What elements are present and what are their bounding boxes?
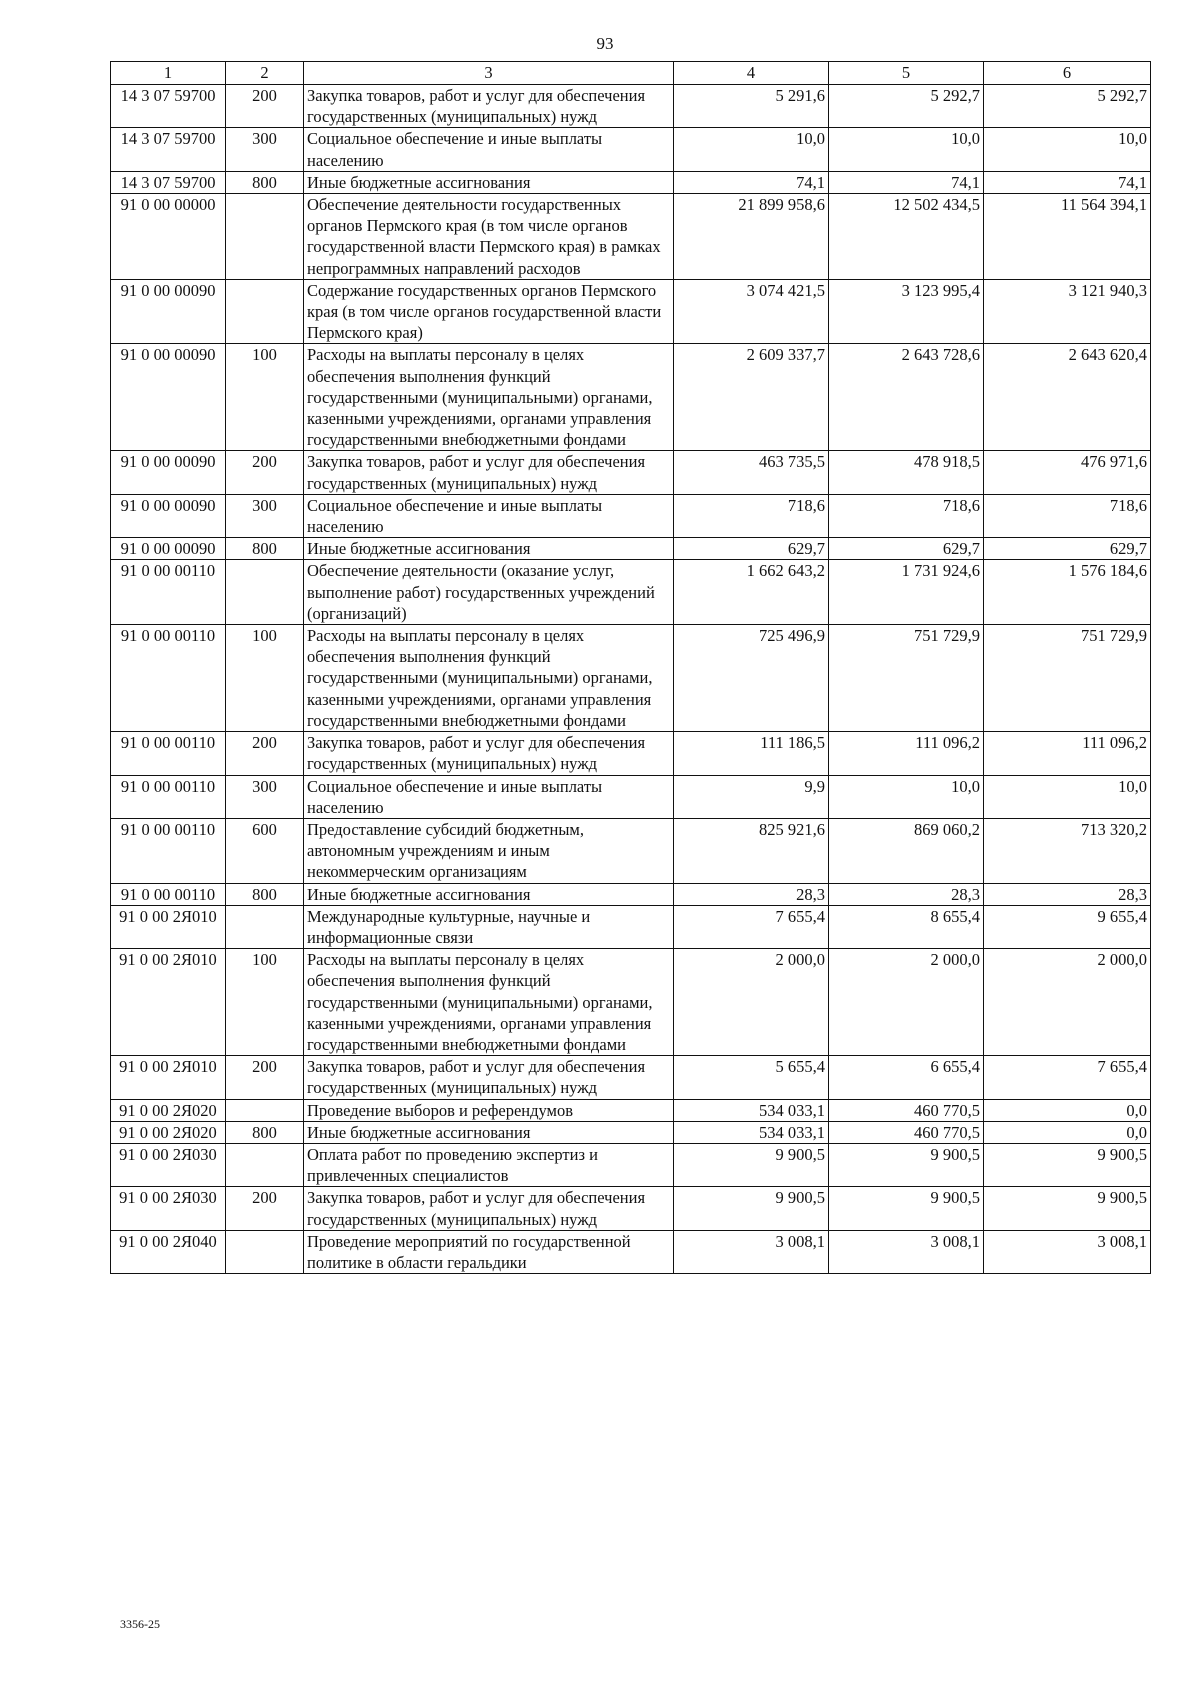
amount-col-5-cell: 460 770,5 (829, 1121, 984, 1143)
expense-type-cell (226, 1143, 304, 1186)
amount-col-4-cell: 629,7 (674, 538, 829, 560)
item-name-cell: Обеспечение деятельности (оказание услуг, выполнение работ) государственных учреждений (организаций) (304, 560, 674, 625)
expense-type-cell: 100 (226, 625, 304, 732)
classification-code-cell: 91 0 00 2Я020 (111, 1121, 226, 1143)
item-name-cell: Иные бюджетные ассигнования (304, 171, 674, 193)
amount-col-5-cell: 9 900,5 (829, 1187, 984, 1230)
amount-col-5-cell: 74,1 (829, 171, 984, 193)
classification-code-cell: 91 0 00 2Я030 (111, 1143, 226, 1186)
amount-col-4-cell: 74,1 (674, 171, 829, 193)
amount-col-5-cell: 6 655,4 (829, 1056, 984, 1099)
classification-code-cell: 91 0 00 2Я030 (111, 1187, 226, 1230)
expense-type-cell: 800 (226, 1121, 304, 1143)
expense-type-cell: 200 (226, 451, 304, 494)
amount-col-6-cell: 28,3 (984, 883, 1151, 905)
table-row (111, 775, 1151, 818)
amount-col-5-cell: 8 655,4 (829, 905, 984, 948)
table-row (111, 171, 1151, 193)
amount-col-6-cell: 713 320,2 (984, 818, 1151, 883)
classification-code-cell: 14 3 07 59700 (111, 128, 226, 171)
amount-col-6-cell: 9 900,5 (984, 1143, 1151, 1186)
header-col-6: 6 (984, 62, 1151, 85)
header-col-1: 1 (111, 62, 226, 85)
amount-col-5-cell: 10,0 (829, 128, 984, 171)
table-row (111, 905, 1151, 948)
item-name-cell: Иные бюджетные ассигнования (304, 1121, 674, 1143)
header-col-5: 5 (829, 62, 984, 85)
expense-type-cell: 200 (226, 1187, 304, 1230)
expense-type-cell: 800 (226, 538, 304, 560)
amount-col-4-cell: 21 899 958,6 (674, 194, 829, 280)
classification-code-cell: 91 0 00 00110 (111, 732, 226, 775)
item-name-cell: Проведение мероприятий по государственной политике в области геральдики (304, 1230, 674, 1273)
table-row (111, 538, 1151, 560)
amount-col-4-cell: 9 900,5 (674, 1143, 829, 1186)
amount-col-6-cell: 9 655,4 (984, 905, 1151, 948)
amount-col-5-cell: 10,0 (829, 775, 984, 818)
amount-col-6-cell: 2 643 620,4 (984, 344, 1151, 451)
table-row (111, 279, 1151, 344)
table-row (111, 194, 1151, 280)
amount-col-6-cell: 10,0 (984, 775, 1151, 818)
amount-col-6-cell: 3 008,1 (984, 1230, 1151, 1273)
budget-table (110, 61, 1151, 1274)
expense-type-cell: 100 (226, 949, 304, 1056)
amount-col-6-cell: 718,6 (984, 494, 1151, 537)
table-row (111, 949, 1151, 1056)
classification-code-cell: 91 0 00 00090 (111, 494, 226, 537)
classification-code-cell: 91 0 00 00110 (111, 818, 226, 883)
amount-col-5-cell: 718,6 (829, 494, 984, 537)
amount-col-4-cell: 534 033,1 (674, 1121, 829, 1143)
amount-col-6-cell: 9 900,5 (984, 1187, 1151, 1230)
expense-type-cell (226, 905, 304, 948)
classification-code-cell: 91 0 00 00090 (111, 451, 226, 494)
expense-type-cell: 300 (226, 128, 304, 171)
item-name-cell: Закупка товаров, работ и услуг для обеспечения государственных (муниципальных) нужд (304, 1056, 674, 1099)
header-col-3: 3 (304, 62, 674, 85)
item-name-cell: Проведение выборов и референдумов (304, 1099, 674, 1121)
amount-col-4-cell: 28,3 (674, 883, 829, 905)
table-row (111, 1056, 1151, 1099)
classification-code-cell: 91 0 00 00110 (111, 883, 226, 905)
item-name-cell: Расходы на выплаты персоналу в целях обеспечения выполнения функций государственными (муниципальными) органами, казенными учреждениями, органами управления государственными внебюджетными фондами (304, 949, 674, 1056)
table-row (111, 560, 1151, 625)
classification-code-cell: 91 0 00 2Я040 (111, 1230, 226, 1273)
item-name-cell: Иные бюджетные ассигнования (304, 538, 674, 560)
table-row (111, 1143, 1151, 1186)
table-row (111, 128, 1151, 171)
expense-type-cell (226, 1230, 304, 1273)
classification-code-cell: 91 0 00 2Я010 (111, 949, 226, 1056)
item-name-cell: Обеспечение деятельности государственных органов Пермского края (в том числе органов государственной власти Пермского края) в рамках непрограммных направлений расходов (304, 194, 674, 280)
item-name-cell: Социальное обеспечение и иные выплаты населению (304, 494, 674, 537)
item-name-cell: Расходы на выплаты персоналу в целях обеспечения выполнения функций государственными (муниципальными) органами, казенными учреждениями, органами управления государственными внебюджетными фондами (304, 344, 674, 451)
table-row (111, 451, 1151, 494)
amount-col-4-cell: 463 735,5 (674, 451, 829, 494)
amount-col-6-cell: 476 971,6 (984, 451, 1151, 494)
item-name-cell: Иные бюджетные ассигнования (304, 883, 674, 905)
amount-col-5-cell: 629,7 (829, 538, 984, 560)
expense-type-cell: 600 (226, 818, 304, 883)
classification-code-cell: 91 0 00 00110 (111, 625, 226, 732)
expense-type-cell: 100 (226, 344, 304, 451)
amount-col-5-cell: 12 502 434,5 (829, 194, 984, 280)
table-row (111, 883, 1151, 905)
amount-col-5-cell: 1 731 924,6 (829, 560, 984, 625)
table-body (111, 85, 1151, 1274)
classification-code-cell: 91 0 00 00110 (111, 560, 226, 625)
amount-col-5-cell: 111 096,2 (829, 732, 984, 775)
amount-col-5-cell: 2 000,0 (829, 949, 984, 1056)
amount-col-4-cell: 7 655,4 (674, 905, 829, 948)
header-col-4: 4 (674, 62, 829, 85)
header-row (111, 62, 1151, 85)
expense-type-cell: 200 (226, 85, 304, 128)
amount-col-6-cell: 3 121 940,3 (984, 279, 1151, 344)
amount-col-4-cell: 9,9 (674, 775, 829, 818)
amount-col-6-cell: 5 292,7 (984, 85, 1151, 128)
amount-col-4-cell: 2 000,0 (674, 949, 829, 1056)
item-name-cell: Закупка товаров, работ и услуг для обеспечения государственных (муниципальных) нужд (304, 85, 674, 128)
amount-col-4-cell: 10,0 (674, 128, 829, 171)
amount-col-5-cell: 2 643 728,6 (829, 344, 984, 451)
item-name-cell: Закупка товаров, работ и услуг для обеспечения государственных (муниципальных) нужд (304, 732, 674, 775)
amount-col-5-cell: 28,3 (829, 883, 984, 905)
amount-col-6-cell: 1 576 184,6 (984, 560, 1151, 625)
amount-col-6-cell: 74,1 (984, 171, 1151, 193)
table-row (111, 625, 1151, 732)
amount-col-4-cell: 3 074 421,5 (674, 279, 829, 344)
amount-col-5-cell: 460 770,5 (829, 1099, 984, 1121)
expense-type-cell: 300 (226, 775, 304, 818)
amount-col-4-cell: 3 008,1 (674, 1230, 829, 1273)
amount-col-4-cell: 725 496,9 (674, 625, 829, 732)
amount-col-4-cell: 5 291,6 (674, 85, 829, 128)
header-col-2: 2 (226, 62, 304, 85)
amount-col-4-cell: 718,6 (674, 494, 829, 537)
table-row (111, 1187, 1151, 1230)
budget-table-wrapper (110, 61, 1150, 1274)
amount-col-4-cell: 2 609 337,7 (674, 344, 829, 451)
table-row (111, 494, 1151, 537)
amount-col-5-cell: 5 292,7 (829, 85, 984, 128)
classification-code-cell: 14 3 07 59700 (111, 171, 226, 193)
classification-code-cell: 91 0 00 00090 (111, 279, 226, 344)
amount-col-5-cell: 478 918,5 (829, 451, 984, 494)
expense-type-cell (226, 1099, 304, 1121)
amount-col-6-cell: 2 000,0 (984, 949, 1151, 1056)
classification-code-cell: 91 0 00 00090 (111, 538, 226, 560)
classification-code-cell: 91 0 00 2Я020 (111, 1099, 226, 1121)
amount-col-4-cell: 534 033,1 (674, 1099, 829, 1121)
amount-col-5-cell: 3 008,1 (829, 1230, 984, 1273)
expense-type-cell: 800 (226, 883, 304, 905)
amount-col-6-cell: 111 096,2 (984, 732, 1151, 775)
table-row (111, 85, 1151, 128)
table-row (111, 1230, 1151, 1273)
page-number: 93 (596, 34, 614, 53)
amount-col-4-cell: 5 655,4 (674, 1056, 829, 1099)
table-row (111, 344, 1151, 451)
amount-col-4-cell: 1 662 643,2 (674, 560, 829, 625)
item-name-cell: Социальное обеспечение и иные выплаты населению (304, 128, 674, 171)
classification-code-cell: 91 0 00 2Я010 (111, 1056, 226, 1099)
expense-type-cell: 200 (226, 1056, 304, 1099)
amount-col-6-cell: 629,7 (984, 538, 1151, 560)
amount-col-4-cell: 9 900,5 (674, 1187, 829, 1230)
table-row (111, 818, 1151, 883)
amount-col-6-cell: 0,0 (984, 1099, 1151, 1121)
expense-type-cell: 800 (226, 171, 304, 193)
amount-col-5-cell: 3 123 995,4 (829, 279, 984, 344)
amount-col-5-cell: 751 729,9 (829, 625, 984, 732)
classification-code-cell: 14 3 07 59700 (111, 85, 226, 128)
amount-col-6-cell: 11 564 394,1 (984, 194, 1151, 280)
amount-col-6-cell: 751 729,9 (984, 625, 1151, 732)
item-name-cell: Закупка товаров, работ и услуг для обеспечения государственных (муниципальных) нужд (304, 1187, 674, 1230)
table-row (111, 1121, 1151, 1143)
amount-col-6-cell: 10,0 (984, 128, 1151, 171)
item-name-cell: Оплата работ по проведению экспертиз и привлеченных специалистов (304, 1143, 674, 1186)
item-name-cell: Социальное обеспечение и иные выплаты населению (304, 775, 674, 818)
document-code: 3356-25 (120, 1617, 160, 1631)
classification-code-cell: 91 0 00 00110 (111, 775, 226, 818)
expense-type-cell: 200 (226, 732, 304, 775)
table-row (111, 1099, 1151, 1121)
item-name-cell: Международные культурные, научные и информационные связи (304, 905, 674, 948)
item-name-cell: Содержание государственных органов Пермского края (в том числе органов государственной власти Пермского края) (304, 279, 674, 344)
amount-col-4-cell: 111 186,5 (674, 732, 829, 775)
table-row (111, 732, 1151, 775)
expense-type-cell (226, 194, 304, 280)
expense-type-cell: 300 (226, 494, 304, 537)
classification-code-cell: 91 0 00 00090 (111, 344, 226, 451)
amount-col-6-cell: 0,0 (984, 1121, 1151, 1143)
amount-col-6-cell: 7 655,4 (984, 1056, 1151, 1099)
expense-type-cell (226, 560, 304, 625)
expense-type-cell (226, 279, 304, 344)
amount-col-5-cell: 869 060,2 (829, 818, 984, 883)
classification-code-cell: 91 0 00 2Я010 (111, 905, 226, 948)
classification-code-cell: 91 0 00 00000 (111, 194, 226, 280)
amount-col-5-cell: 9 900,5 (829, 1143, 984, 1186)
item-name-cell: Предоставление субсидий бюджетным, автономным учреждениям и иным некоммерческим организациям (304, 818, 674, 883)
item-name-cell: Расходы на выплаты персоналу в целях обеспечения выполнения функций государственными (муниципальными) органами, казенными учреждениями, органами управления государственными внебюджетными фондами (304, 625, 674, 732)
item-name-cell: Закупка товаров, работ и услуг для обеспечения государственных (муниципальных) нужд (304, 451, 674, 494)
amount-col-4-cell: 825 921,6 (674, 818, 829, 883)
